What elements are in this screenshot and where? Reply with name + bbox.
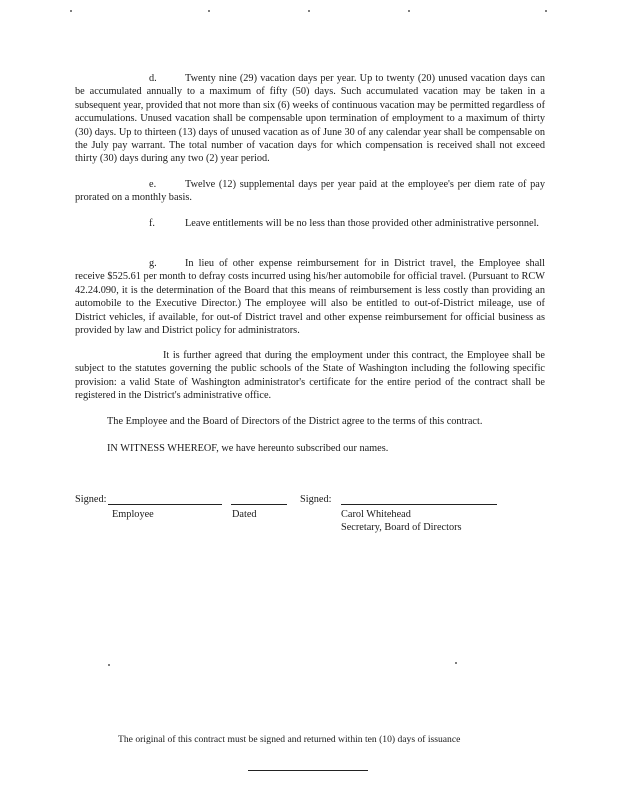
scan-speck — [308, 10, 310, 12]
return-notice: The original of this contract must be signed and returned within ten (10) days of issuance — [118, 734, 461, 745]
scan-speck — [108, 664, 110, 666]
signed-label-board: Signed: — [300, 494, 332, 505]
signer-name: Carol Whitehead — [341, 509, 411, 520]
employee-label: Employee — [112, 509, 154, 520]
witness-statement: IN WITNESS WHEREOF, we have hereunto subscribed our names. — [107, 443, 389, 454]
signer-title: Secretary, Board of Directors — [341, 522, 462, 533]
paragraph-e-text: Twelve (12) supplemental days per year paid at the employee's per diem rate of pay prorated on a monthly basis. — [75, 179, 545, 204]
paragraph-g-text: In lieu of other expense reimbursement for in District travel, the Employee shall receive $525.61 per month to defray costs incurred using his/her automobile for official travel. (Pursuant to RCW 42.24.090, it is the determination of the Board that this means of reimbursement is less costly than providing an automobile to the Executive Director.) The employee will also be entitled to out-of-District mileage, use of District vehicles, if available, for out-of District travel and other expense reimbursement for official business as provided by law and District policy for administrators. — [75, 258, 545, 337]
paragraph-e-label: e. — [149, 179, 157, 190]
scan-speck — [208, 10, 210, 12]
scan-speck — [455, 662, 457, 664]
board-signature-line[interactable] — [341, 504, 497, 505]
paragraph-d-text: Twenty nine (29) vacation days per year. Up to twenty (20) unused vacation days can be accumulated annually to a maximum of fifty (50) days. Such accumulated vacation may be taken in a subsequent year, provided that not more than six (6) weeks of continuous vacation may be permitted regardless of accumulations. Unused vacation shall be compensable upon termination of employment to a maximum of thirty (30) days. Up to thirteen (13) days of unused vacation as of June 30 of any calendar year shall be compensable on the July pay warrant. The total number of vacation days for which compensation is received shall not exceed thirty (30) days during any two (2) year period. — [75, 73, 545, 165]
agreement-statement: The Employee and the Board of Directors of the District agree to the terms of this contract. — [107, 416, 483, 427]
employee-signature-line[interactable] — [108, 504, 222, 505]
paragraph-g — [75, 257, 545, 337]
paragraph-f-label: f. — [149, 218, 156, 229]
signed-label-employee: Signed: — [75, 494, 107, 505]
dated-label: Dated — [232, 509, 257, 520]
paragraph-f — [75, 217, 545, 230]
further-agreed-paragraph: It is further agreed that during the employment under this contract, the Employee shall be subject to the statutes governing the public schools of the State of Washington including the following specific provision: a valid State of Washington administrator's certificate for the entire period of the contract shall be registered in the District's administrative office. — [75, 350, 545, 402]
date-signature-line[interactable] — [231, 504, 287, 505]
paragraph-e — [75, 178, 545, 205]
scan-speck — [70, 10, 72, 12]
paragraph-g-label: g. — [149, 258, 157, 269]
paragraph-f-text: Leave entitlements will be no less than those provided other administrative personnel. — [185, 218, 540, 229]
paragraph-d — [75, 72, 545, 166]
scan-speck — [408, 10, 410, 12]
footer-rule — [248, 770, 368, 771]
paragraph-d-label: d. — [149, 73, 157, 84]
scan-speck — [545, 10, 547, 12]
